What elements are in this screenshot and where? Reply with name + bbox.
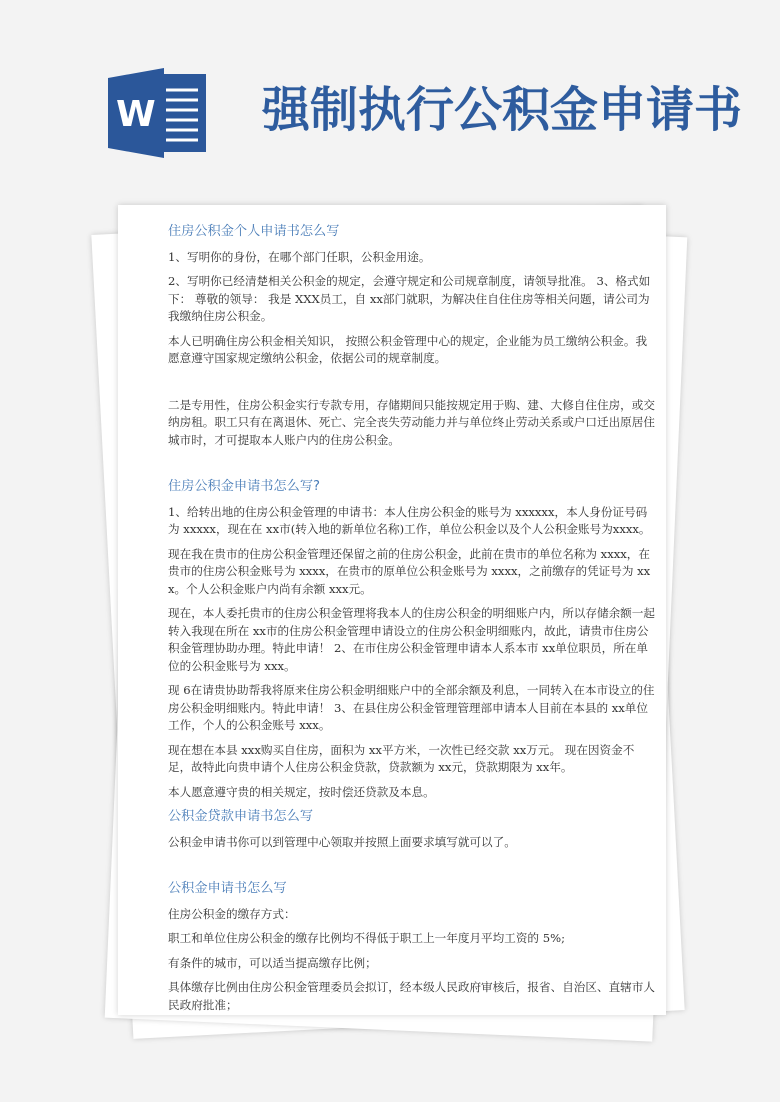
paragraph: 现在我在贵市的住房公积金管理还保留之前的住房公积金，此前在贵市的单位名称为 xxxx，在贵市的住房公积金账号为 xxxx，在贵市的原单位公积金账号为 xxxx，之前缴存的凭证号为 xxx。个人公积金账户内尚有余额 xxx元。 — [168, 546, 651, 596]
paragraph: 2、写明你已经清楚相关公积金的规定，会遵守规定和公司规章制度，请领导批准。 3、格式如下： 尊敬的领导： 我是 XXX员工，自 xx部门就职，为解决住自住住房等相关问题，请公司为我缴纳住房公积金。 — [168, 274, 651, 323]
paragraph: 1、写明你的身份，在哪个部门任职，公积金用途。 — [168, 249, 431, 264]
word-icon — [108, 68, 208, 158]
paragraph: 现 6在请贵协助帮我将原来住房公积金明细账户中的全部余额及利息，一同转入在本市设立的住房公积金明细账内。特此申请！ 3、在县住房公积金管理管理部申请本人目前在本县的 xx单位工作，个人的公积金账号 xxx。 — [168, 683, 655, 732]
section-heading: 住房公积金申请书怎么写? — [168, 479, 321, 494]
page-title: 强制执行公积金申请书 — [262, 82, 743, 138]
paragraph: 本人愿意遵守贵的相关规定，按时偿还贷款及本息。 — [168, 784, 435, 799]
section-heading: 住房公积金个人申请书怎么写 — [168, 224, 340, 239]
paragraph: 现在想在本县 xxx购买自住房，面积为 xx平方米，一次性已经交款 xx万元。 现在因资金不足，故特此向贵申请个人住房公积金贷款，贷款额为 xx元，贷款期限为 xx年。 — [168, 742, 635, 774]
paragraph: 具体缴存比例由住房公积金管理委员会拟订，经本级人民政府审核后，报省、自治区、直辖市人民政府批准； — [168, 980, 655, 1012]
svg-text:W: W — [116, 94, 156, 135]
paragraph: 职工和单位住房公积金的缴存比例均不得低于职工上一年度月平均工资的 5%; — [168, 931, 565, 945]
paragraph: 有条件的城市，可以适当提高缴存比例； — [168, 955, 377, 970]
document-page — [118, 205, 666, 1015]
paragraph: 公积金申请书你可以到管理中心领取并按照上面要求填写就可以了。 — [168, 834, 516, 849]
paragraph: 本人已明确住房公积金相关知识， 按照公积金管理中心的规定，企业能为员工缴纳公积金。我愿意遵守国家规定缴纳公积金，依据公司的规章制度。 — [168, 333, 648, 365]
paragraph: 住房公积金的缴存方式： — [168, 906, 296, 921]
section-heading: 公积金贷款申请书怎么写 — [168, 809, 314, 824]
section-heading: 公积金申请书怎么写 — [168, 881, 287, 896]
paragraph: 二是专用性，住房公积金实行专款专用，存储期间只能按规定用于购、建、大修自住住房，或交纳房租。职工只有在离退休、死亡、完全丧失劳动能力并与单位终止劳动关系或户口迁出原居住城市时，才可提取本人账户内的住房公积金。 — [168, 397, 655, 447]
paragraph: 现在，本人委托贵市的住房公积金管理将我本人的住房公积金的明细账户内，所以存储余额一起转入我现在所在 xx市的住房公积金管理申请设立的住房公积金明细账内，故此，请贵市住房公积金管理协助办理。特此申请！ 2、在市住房公积金管理申请本人系本市 xx单位职员，所在单位的公积金账号为 xxx。 — [168, 606, 655, 673]
paragraph: 1、给转出地的住房公积金管理的申请书：本人住房公积金的账号为 xxxxxx，本人身份证号码为 xxxxx，现在在 xx市(转入地的新单位名称)工作，单位公积金以及个人公积金账号为xxxx。 — [168, 504, 651, 536]
